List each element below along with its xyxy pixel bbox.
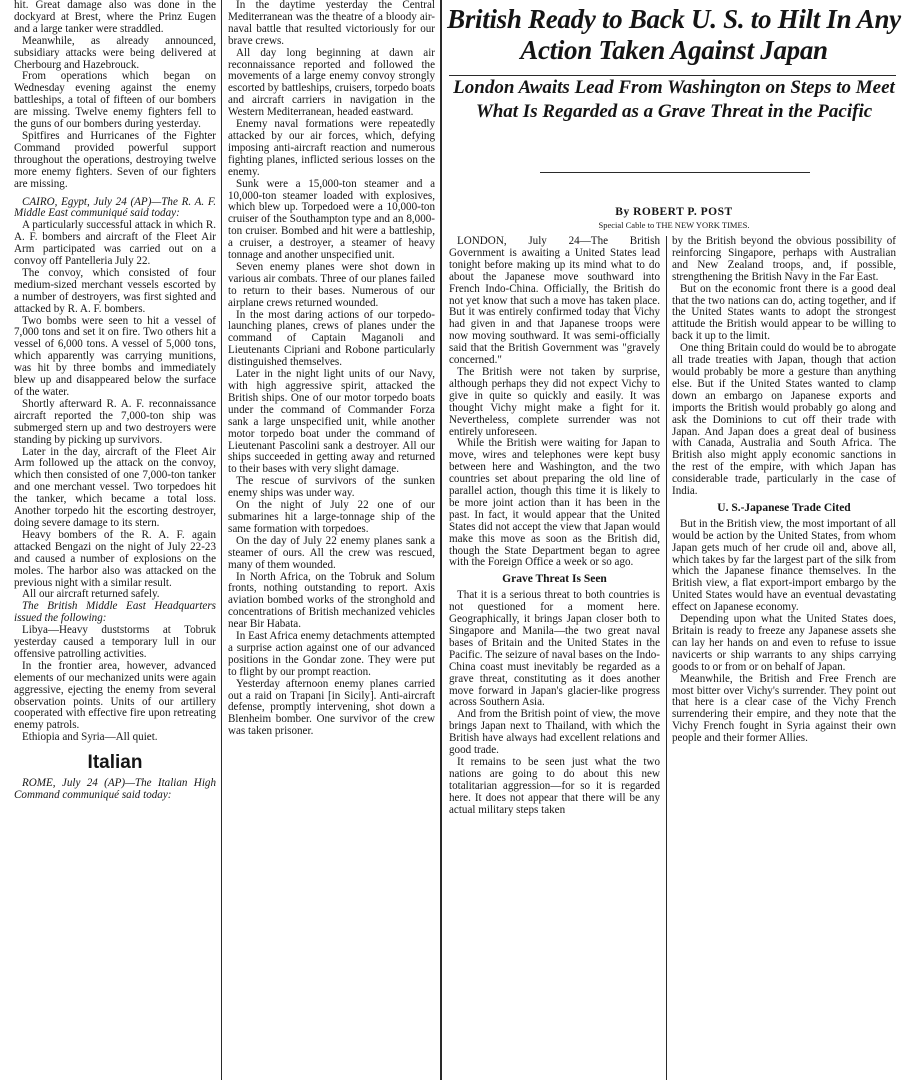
paragraph: Ethiopia and Syria—All quiet. (22, 731, 158, 744)
paragraph: And from the British point of view, the move brings Japan next to Thailand, with which the British have always had excellent relations and good trade. (449, 708, 660, 757)
dateline-rome: ROME, July 24 (AP)—The Italian High Command communiqué said today: (14, 777, 216, 802)
paragraph: In East Africa enemy detachments attempted a surprise action against one of our advanced positions in the Gondar zone. They were put to flight by our prompt reaction. (228, 630, 435, 678)
column-4 (672, 236, 896, 1080)
paragraph: But in the British view, the most important of all would be action by the United States, from whom Japan gets much of her crude oil and, above all, which takes by far the largest part of the silk from which the Japanese finance themselves. In the British view, a flat export-import embargo by the United States would have an eventual devastating effect on Japanese economy. (672, 517, 896, 614)
paragraph: All day long beginning at dawn air reconnaissance reported and followed the movements of a large enemy convoy strongly escorted by battleships, cruisers, torpedo boats and aircraft carriers in navigation in the Western Mediterranean, headed eastward. (228, 46, 435, 119)
paragraph: Enemy naval formations were repeatedly attacked by our air forces, which, defying imposing anti-aircraft reaction and numerous fighting planes, inflicted serious losses on the enemy. (228, 118, 435, 178)
column-rule (666, 236, 667, 1080)
paragraph: A particularly successful attack in which R. A. F. bombers and aircraft of the Fleet Air Arm participated was carried out on a convoy off Pantelleria July 22. (14, 219, 216, 268)
paragraph: In North Africa, on the Tobruk and Solum fronts, nothing outstanding to report. Axis aviation bombed works of the stronghold and concentrations of British mechanized vehicles near Bir Habata. (228, 570, 435, 631)
paragraph: Yesterday afternoon enemy planes carried out a raid on Trapani [in Sicily]. Anti-aircraft defense, promptly intervening, shot down a Blenheim bomber. One survivor of the crew was taken prisoner. (228, 677, 435, 738)
paragraph: Later in the day, aircraft of the Fleet Air Arm followed up the attack on the convoy, which then consisted of one 7,000-ton tanker and one merchant vessel. Two torpedoes hit the tanker, which became a total loss. Another torpedo hit the escorting destroyer, doing severe damage to its stern. (14, 445, 216, 529)
subhead-trade-cited: U. S.-Japanese Trade Cited (717, 501, 851, 514)
paragraph: From operations which began on Wednesday evening against the enemy battleships, a total of fifteen of our bombers are missing. Twelve enemy fighters fell to the guns of our bombers during yesterday. (14, 70, 216, 131)
column-rule (440, 0, 442, 1080)
sub-headline: London Awaits Lead From Washington on Steps to Meet What Is Regarded as a Grave Threat in the Pacific (453, 77, 895, 122)
byline-cable: Special Cable to THE NEW YORK TIMES. (598, 220, 750, 230)
headline-rule (540, 172, 810, 173)
section-title-italian: Italian (87, 752, 143, 774)
paragraph: All our aircraft returned safely. (22, 588, 160, 601)
paragraph: Meanwhile, the British and Free French are most bitter over Vichy's surrender. They point out that here is a clear case of the Vichy French surrendering their empire, and they note that the Vichy French fought in Syria against their own people and their former Allies. (672, 672, 896, 745)
paragraph: Libya—Heavy duststorms at Tobruk yesterday caused a temporary lull in our offensive patrolling activities. (14, 624, 216, 660)
hq-intro: The British Middle East Headquarters issued the following: (14, 600, 216, 625)
paragraph: In the frontier area, however, advanced elements of our mechanized units were again aggressive, ejecting the enemy from several observation points. Units of our artillery cooperated with effective fire upon retreating enemy patrols. (14, 659, 216, 732)
paragraph: The rescue of survivors of the sunken enemy ships was under way. (228, 475, 435, 500)
paragraph: Spitfires and Hurricanes of the Fighter Command provided powerful support throughout the operations, destroying twelve more enemy fighters. Seven of our fighters are missing. (14, 129, 216, 190)
paragraph: It remains to be seen just what the two nations are going to do about this new totalitarian aggression—for so it is regarded here. It does not appear that there will be any actual military steps taken (449, 755, 660, 816)
column-1 (14, 0, 216, 1080)
byline-author: By ROBERT P. POST (615, 206, 733, 218)
subhead-grave-threat: Grave Threat Is Seen (502, 573, 607, 586)
paragraph: Seven enemy planes were shot down in various air combats. Three of our planes failed to return to their bases. Numerous of our airplane crews returned wounded. (228, 260, 435, 309)
paragraph: That it is a serious threat to both countries is not questioned for a moment here. Geographically, it brings Japan closer both to Singapore and Manila—the two great naval bases of Britain and the United States in the Pacific. The seizure of naval bases on the Indo-China coast must inevitably be regarded as a grave threat, constituting as it does another move forward in Japan's glacier-like progress across Southern Asia. (449, 589, 660, 709)
paragraph: While the British were waiting for Japan to move, wires and telephones were kept busy between here and Washington, and the two countries set about preparing the old line of parallel action, though this time it is likely to be more joint action than it has been in the past. In fact, it would appear that the United States did not accept the view that Japan would make this move as soon as the British did, though the State Department began to agree with the Foreign Office a week or so ago. (449, 437, 660, 569)
paragraph: The British were not taken by surprise, although perhaps they did not expect Vichy to give in quite so quickly and easily. It was thought Vichy might make a fight for it. Nevertheless, complete surrender was not entirely unforeseen. (449, 365, 660, 438)
column-3 (449, 236, 660, 1080)
main-headline: British Ready to Back U. S. to Hilt In Any Action Taken Against Japan (447, 4, 901, 65)
paragraph: In the daytime yesterday the Central Mediterranean was the theatre of a bloody air-naval battle that resulted victoriously for our brave crews. (228, 0, 435, 47)
paragraph: But on the economic front there is a good deal that the two nations can do, acting together, and if the United States wants to adopt the strongest attitude the British would appear to be willing to back it up to the limit. (672, 282, 896, 343)
paragraph: Shortly afterward R. A. F. reconnaissance aircraft reported the 7,000-ton ship was submerged stern up and two destroyers were standing by picking up survivors. (14, 397, 216, 446)
column-2 (228, 0, 435, 1080)
paragraph: hit. Great damage also was done in the dockyard at Brest, where the Prinz Eugen and a large tanker were straddled. (14, 0, 216, 35)
paragraph: by the British beyond the obvious possibility of reinforcing Singapore, perhaps with Australian and New Zealand troops, and, if possible, strengthening the British Navy in the Far East. (672, 236, 896, 283)
headline-block (446, 4, 902, 124)
paragraph: Two bombs were seen to hit a vessel of 7,000 tons and set it on fire. Two others hit a vessel of 6,000 tons. A vessel of 5,000 tons, which apparently was carrying munitions, was hit by three bombs and immediately blew up and disappeared below the surface of the water. (14, 314, 216, 398)
paragraph: Sunk were a 15,000-ton steamer and a 10,000-ton steamer loaded with explosives, which blew up. Torpedoed were a 10,000-ton cruiser of the Southampton type and an 8,000-ton cruiser. Bombed and hit were a battleship, a cruiser, a destroyer, a steamer of heavy tonnage and another unspecified unit. (228, 177, 435, 262)
paragraph: Meanwhile, as already announced, subsidiary attacks were being delivered at Cherbourg and Hazebrouck. (14, 34, 216, 71)
column-rule (221, 0, 222, 1080)
paragraph: Later in the night light units of our Navy, with high aggressive spirit, attacked the British ships. One of our motor torpedo boats under the command of Commander Forza sank a large unspecified unit, while another motor torpedo boat under the command of Lieutenant Pascolini sank a destroyer. All our ships succeeded in getting away and returned to their bases with very slight damage. (228, 368, 435, 476)
paragraph: In the most daring actions of our torpedo-launching planes, crews of planes under the command of Captain Maganoli and Lieutenants Cipriani and Robone particularly distinguished themselves. (228, 308, 435, 369)
paragraph: Depending upon what the United States does, Britain is ready to freeze any Japanese assets she can lay her hands on and even to refuse to issue navicerts or ship warrants to any ships carrying goods to or from or on behalf of Japan. (672, 613, 896, 673)
paragraph: Heavy bombers of the R. A. F. again attacked Bengazi on the night of July 22-23 and caused a number of explosions on the moles. The harbor also was attacked on the previous night with a similar result. (14, 528, 216, 589)
paragraph: The convoy, which consisted of four medium-sized merchant vessels escorted by a number of destroyers, was first sighted and attacked by R. A. F. bombers. (14, 266, 216, 315)
byline-block (446, 206, 902, 230)
dateline-cairo: CAIRO, Egypt, July 24 (AP)—The R. A. F. Middle East communiqué said today: (14, 195, 216, 220)
paragraph: On the night of July 22 one of our submarines hit a large-tonnage ship of the same formation with torpedoes. (228, 499, 435, 535)
headline-rule (449, 75, 896, 76)
paragraph: On the day of July 22 enemy planes sank a steamer of ours. All the crew was rescued, many of them wounded. (228, 534, 435, 571)
paragraph-lead: LONDON, July 24—The British Government is awaiting a United States lead tonight before making up its mind what to do about the Japanese move southward into French Indo-China. Officially, the British do not yet know that such a move has taken place. But it was entirely confirmed today that Vichy had given in and that Japanese troops were now moving southward. It was semi-officially said that the British Government was "gravely concerned." (449, 236, 660, 367)
paragraph: One thing Britain could do would be to abrogate all trade treaties with Japan, though that action would probably be more a gesture than anything else. But if the United States wanted to clamp down an embargo on Japanese exports and imports the British would probably go along and ask the Dominions to cut off their trade with Japan. And Japan does a great deal of business with Canada, Australia and South Africa. The British also might apply economic sanctions in the rest of the empire, with which Japan has considerable trade, particularly in the case of India. (672, 342, 896, 498)
